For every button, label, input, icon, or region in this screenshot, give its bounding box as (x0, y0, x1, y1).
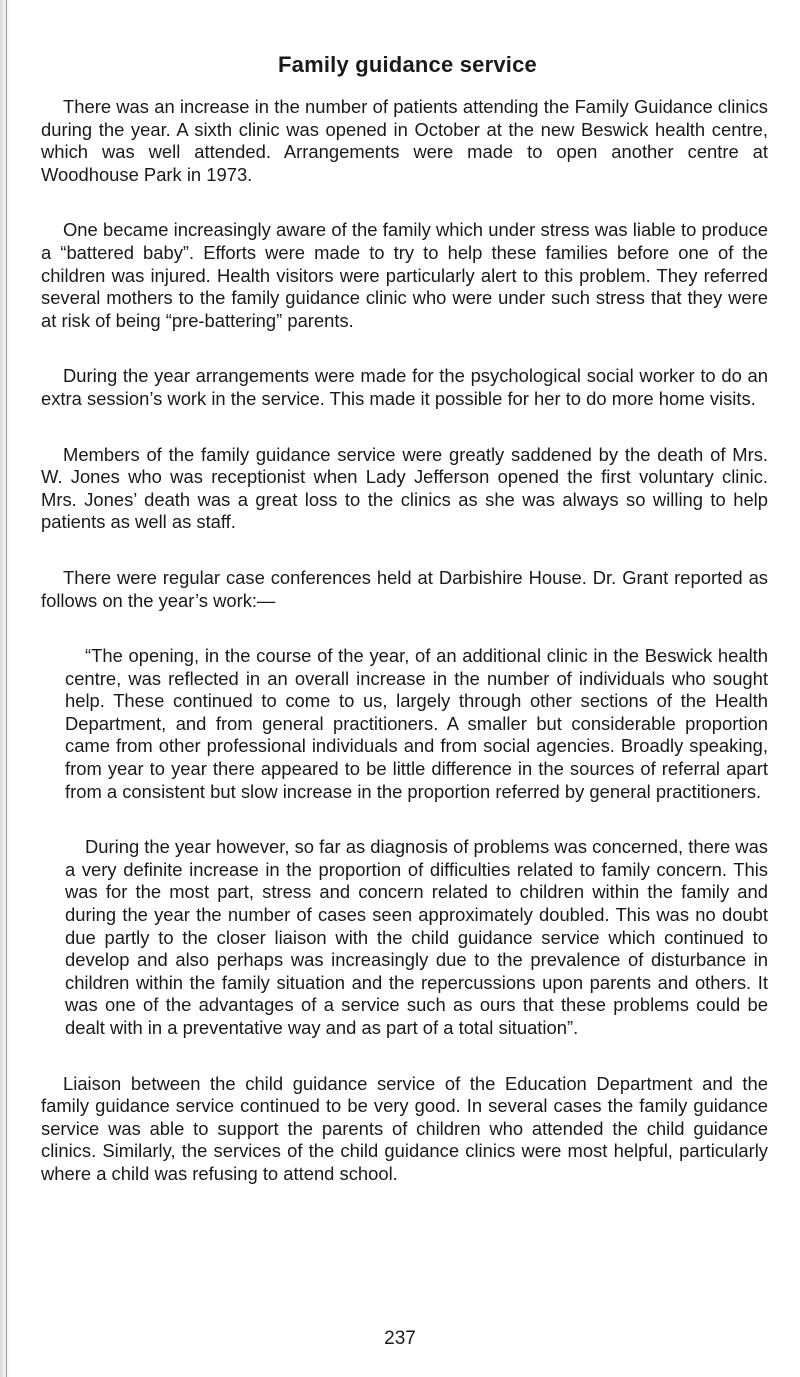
document-page (41, 52, 768, 1219)
quote-paragraph-diagnosis: During the year however, so far as diagnosis of problems was concerned, there was a very definite increase in the proportion of difficulties related to family concern. This was for the most part, stress and concern related to children within the family and during the year the number of cases seen approximately doubled. This was no doubt due partly to the closer liaison with the child guidance service which continued to develop and also perhaps was increasingly due to the prevalence of disturbance in children within the family situation and the repercussions upon parents and others. It was one of the advantages of a service such as ours that these problems could be dealt with in a preventative way and as part of a total situation”. (65, 836, 768, 1038)
paragraph-clinics-increase: There was an increase in the number of patients attending the Family Guidance clinics during the year. A sixth clinic was opened in October at the new Beswick health centre, which was well attended. Arrangements were made to open another centre at Woodhouse Park in 1973. (41, 96, 768, 185)
page-number: 237 (384, 1328, 416, 1349)
page-binding-edge (0, 0, 10, 1377)
paragraph-case-conferences: There were regular case conferences held at Darbishire House. Dr. Grant reported as follows on the year’s work:— (41, 566, 768, 611)
paragraph-mrs-jones: Members of the family guidance service were greatly saddened by the death of Mrs. W. Jones who was receptionist when Lady Jefferson opened the first voluntary clinic. Mrs. Jones’ death was a great loss to the clinics as she was always so willing to help patients as well as staff. (41, 443, 768, 533)
paragraph-liaison: Liaison between the child guidance service of the Education Department and the family guidance service continued to be very good. In several cases the family guidance service was able to support the parents of children who attended the child guidance clinics. Similarly, the services of the child guidance clinics were most helpful, particularly where a child was refusing to attend school. (41, 1072, 768, 1184)
paragraph-battered-baby: One became increasingly aware of the family which under stress was liable to produce a “battered baby”. Efforts were made to try to help these families before one of the children was injured. Health visitors were particularly alert to this problem. They referred several mothers to the family guidance clinic who were under such stress that they were at risk of being “pre-battering” parents. (41, 219, 768, 331)
paragraph-social-worker: During the year arrangements were made for the psychological social worker to do an extra session’s work in the service. This made it possible for her to do more home visits. (41, 365, 768, 409)
binding-line (6, 0, 7, 1377)
quote-paragraph-referrals: “The opening, in the course of the year, of an additional clinic in the Beswick health centre, was reflected in an overall increase in the number of individuals who sought help. These continued to come to us, largely through other sections of the Health Department, and from general practitioners. A smaller but considerable proportion came from other professional individuals and from social agencies. Broadly speaking, from year to year there appeared to be little difference in the sources of referral apart from a consistent but slow increase in the proportion referred by general practitioners. (65, 645, 768, 802)
document-title: Family guidance service (278, 52, 537, 77)
